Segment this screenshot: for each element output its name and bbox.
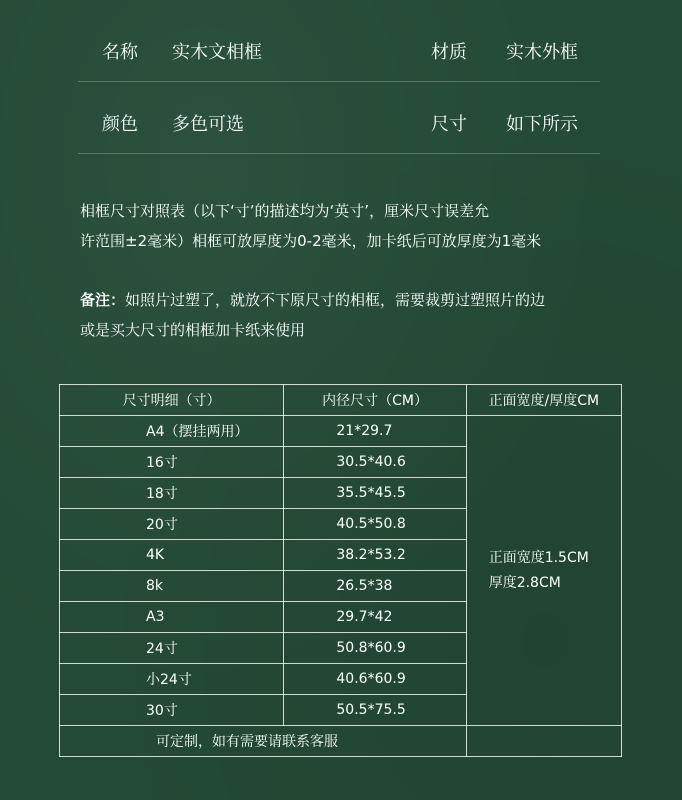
- spec-label-material: 材质: [431, 42, 467, 63]
- thickness-text: 厚度2.8CM: [488, 574, 561, 591]
- inner-size-cell: 26.5*38: [284, 571, 466, 602]
- inner-size-cell: 50.8*60.9: [284, 633, 466, 664]
- spec-value-name: 实木文相框: [172, 42, 262, 63]
- spec-label-name: 名称: [102, 42, 138, 63]
- size-name-cell: 20寸: [60, 509, 284, 540]
- divider: [78, 153, 600, 154]
- header-size-detail: 尺寸明细（寸）: [60, 385, 284, 416]
- size-name-cell: 24寸: [60, 633, 284, 664]
- table-row: [60, 416, 622, 447]
- size-table: [59, 384, 622, 757]
- size-name-cell: 4K: [60, 540, 284, 571]
- spec-value-color: 多色可选: [172, 114, 244, 135]
- footer-empty-cell: [466, 726, 621, 757]
- note-line-2: 或是买大尺寸的相框加卡纸来使用: [80, 321, 306, 339]
- spec-label-size: 尺寸: [431, 114, 467, 135]
- size-name-cell: 30寸: [60, 695, 284, 726]
- size-name-cell: A3: [60, 602, 284, 633]
- table-header-row: [60, 385, 622, 416]
- size-intro-paragraph: [80, 196, 541, 256]
- custom-note: 可定制，如有需要请联系客服: [60, 726, 467, 757]
- intro-line-2: 许范围±2毫米）相框可放厚度为0-2毫米，加卡纸后可放厚度为1毫米: [80, 232, 542, 250]
- table-footer-row: [60, 726, 622, 757]
- size-name-cell: 8k: [60, 571, 284, 602]
- inner-size-cell: 21*29.7: [284, 416, 466, 447]
- inner-size-cell: 50.5*75.5: [284, 695, 466, 726]
- size-name-cell: 16寸: [60, 447, 284, 478]
- spec-row-color-size: [78, 94, 600, 154]
- spec-label-color: 颜色: [102, 114, 138, 135]
- width-thickness-cell: [466, 416, 621, 726]
- size-name-cell: A4（摆挂两用）: [60, 416, 284, 447]
- size-name-cell: 小24寸: [60, 664, 284, 695]
- front-width-text: 正面宽度1.5CM: [488, 549, 589, 566]
- inner-size-cell: 40.5*50.8: [284, 509, 466, 540]
- inner-size-cell: 29.7*42: [284, 602, 466, 633]
- inner-size-cell: 30.5*40.6: [284, 447, 466, 478]
- note-paragraph: [80, 285, 545, 345]
- inner-size-cell: 35.5*45.5: [284, 478, 466, 509]
- note-label: 备注：: [80, 291, 126, 309]
- spec-value-size: 如下所示: [506, 114, 578, 135]
- note-line-1: 如照片过塑了，就放不下原尺寸的相框，需要裁剪过塑照片的边: [125, 291, 546, 309]
- spec-value-material: 实木外框: [506, 42, 578, 63]
- header-inner-size: 内径尺寸（CM）: [284, 385, 466, 416]
- size-name-cell: 18寸: [60, 478, 284, 509]
- inner-size-cell: 40.6*60.9: [284, 664, 466, 695]
- spec-row-name-material: [78, 22, 600, 82]
- intro-line-1: 相框尺寸对照表（以下‘寸’的描述均为‘英寸’，厘米尺寸误差允: [80, 202, 490, 220]
- header-width-thickness: 正面宽度/厚度CM: [466, 385, 621, 416]
- inner-size-cell: 38.2*53.2: [284, 540, 466, 571]
- table-body: [60, 416, 622, 726]
- divider: [78, 81, 600, 82]
